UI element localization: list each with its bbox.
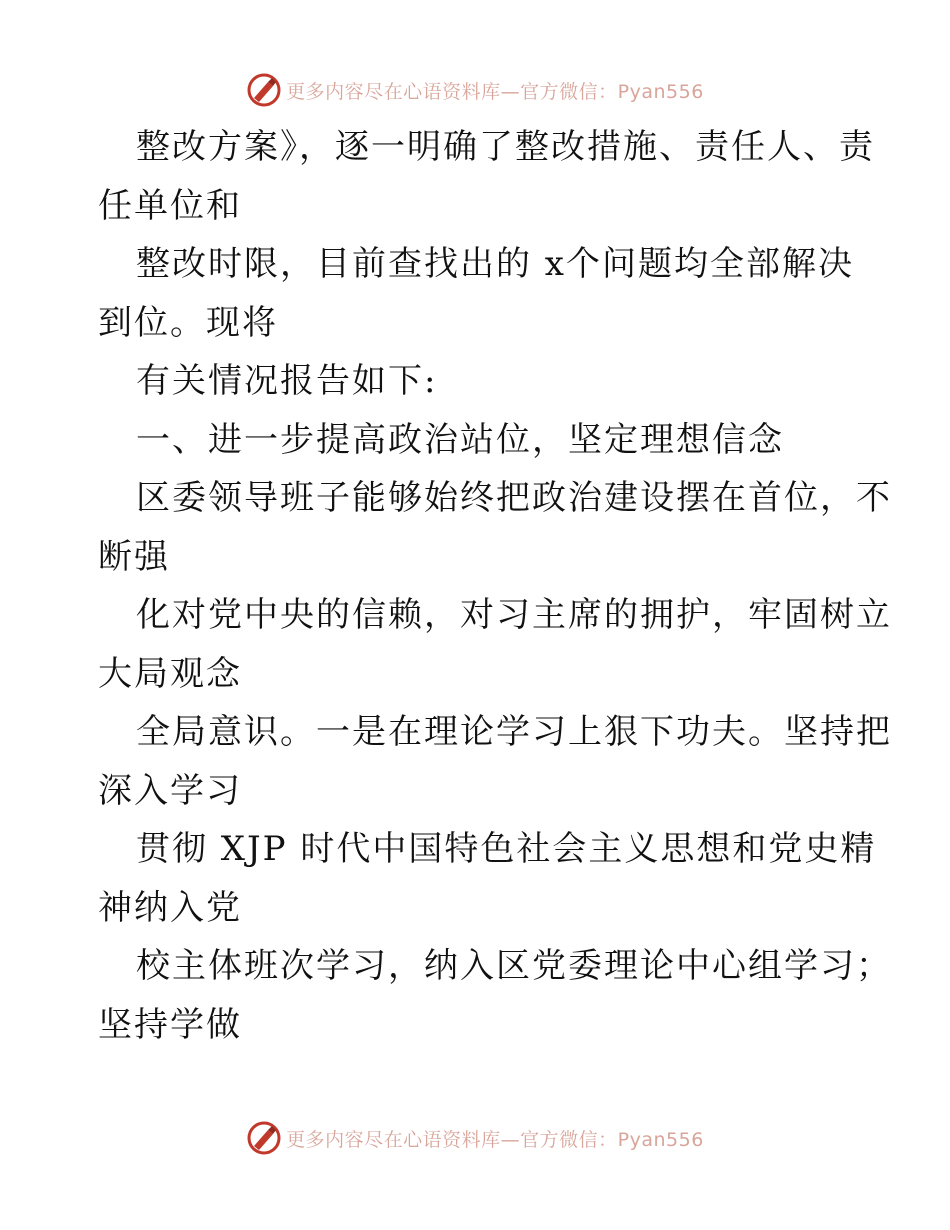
body-text-line: 一、进一步提高政治站位，坚定理想信念 bbox=[136, 419, 784, 460]
body-text-line: 整改方案》，逐一明确了整改措施、责任人、责 bbox=[136, 127, 875, 167]
body-text-line: 校主体班次学习，纳入区党委理论中心组学习； bbox=[136, 946, 892, 986]
footer-banner bbox=[0, 1118, 950, 1158]
body-text-line: 贯彻 XJP 时代中国特色社会主义思想和党史精 bbox=[136, 829, 877, 869]
body-text-line: 深入学习 bbox=[98, 770, 242, 811]
body-text-line: 到位。现将 bbox=[98, 302, 278, 343]
pen-logo-icon bbox=[246, 1120, 282, 1156]
header-banner bbox=[0, 70, 950, 110]
body-text-line: 任单位和 bbox=[98, 185, 242, 226]
body-text-line: 化对党中央的信赖，对习主席的拥护，牢固树立 bbox=[136, 595, 892, 635]
header-banner-text: 更多内容尽在心语资料库—官方微信：Pyan556 bbox=[286, 80, 704, 103]
footer-banner-text: 更多内容尽在心语资料库—官方微信：Pyan556 bbox=[286, 1128, 704, 1151]
body-text-line: 坚持学做 bbox=[98, 1004, 242, 1045]
body-text-line: 断强 bbox=[98, 536, 170, 577]
body-text-line: 神纳入党 bbox=[98, 887, 242, 928]
body-text-line: 有关情况报告如下: bbox=[136, 361, 438, 401]
body-text-line: 整改时限，目前查找出的 x个问题均全部解决 bbox=[136, 244, 854, 284]
pen-logo-icon bbox=[246, 72, 282, 108]
body-text-line: 大局观念 bbox=[98, 653, 242, 694]
body-text-line: 全局意识。一是在理论学习上狠下功夫。坚持把 bbox=[136, 712, 892, 752]
body-text-line: 区委领导班子能够始终把政治建设摆在首位，不 bbox=[136, 478, 892, 518]
document-body bbox=[98, 118, 892, 1054]
